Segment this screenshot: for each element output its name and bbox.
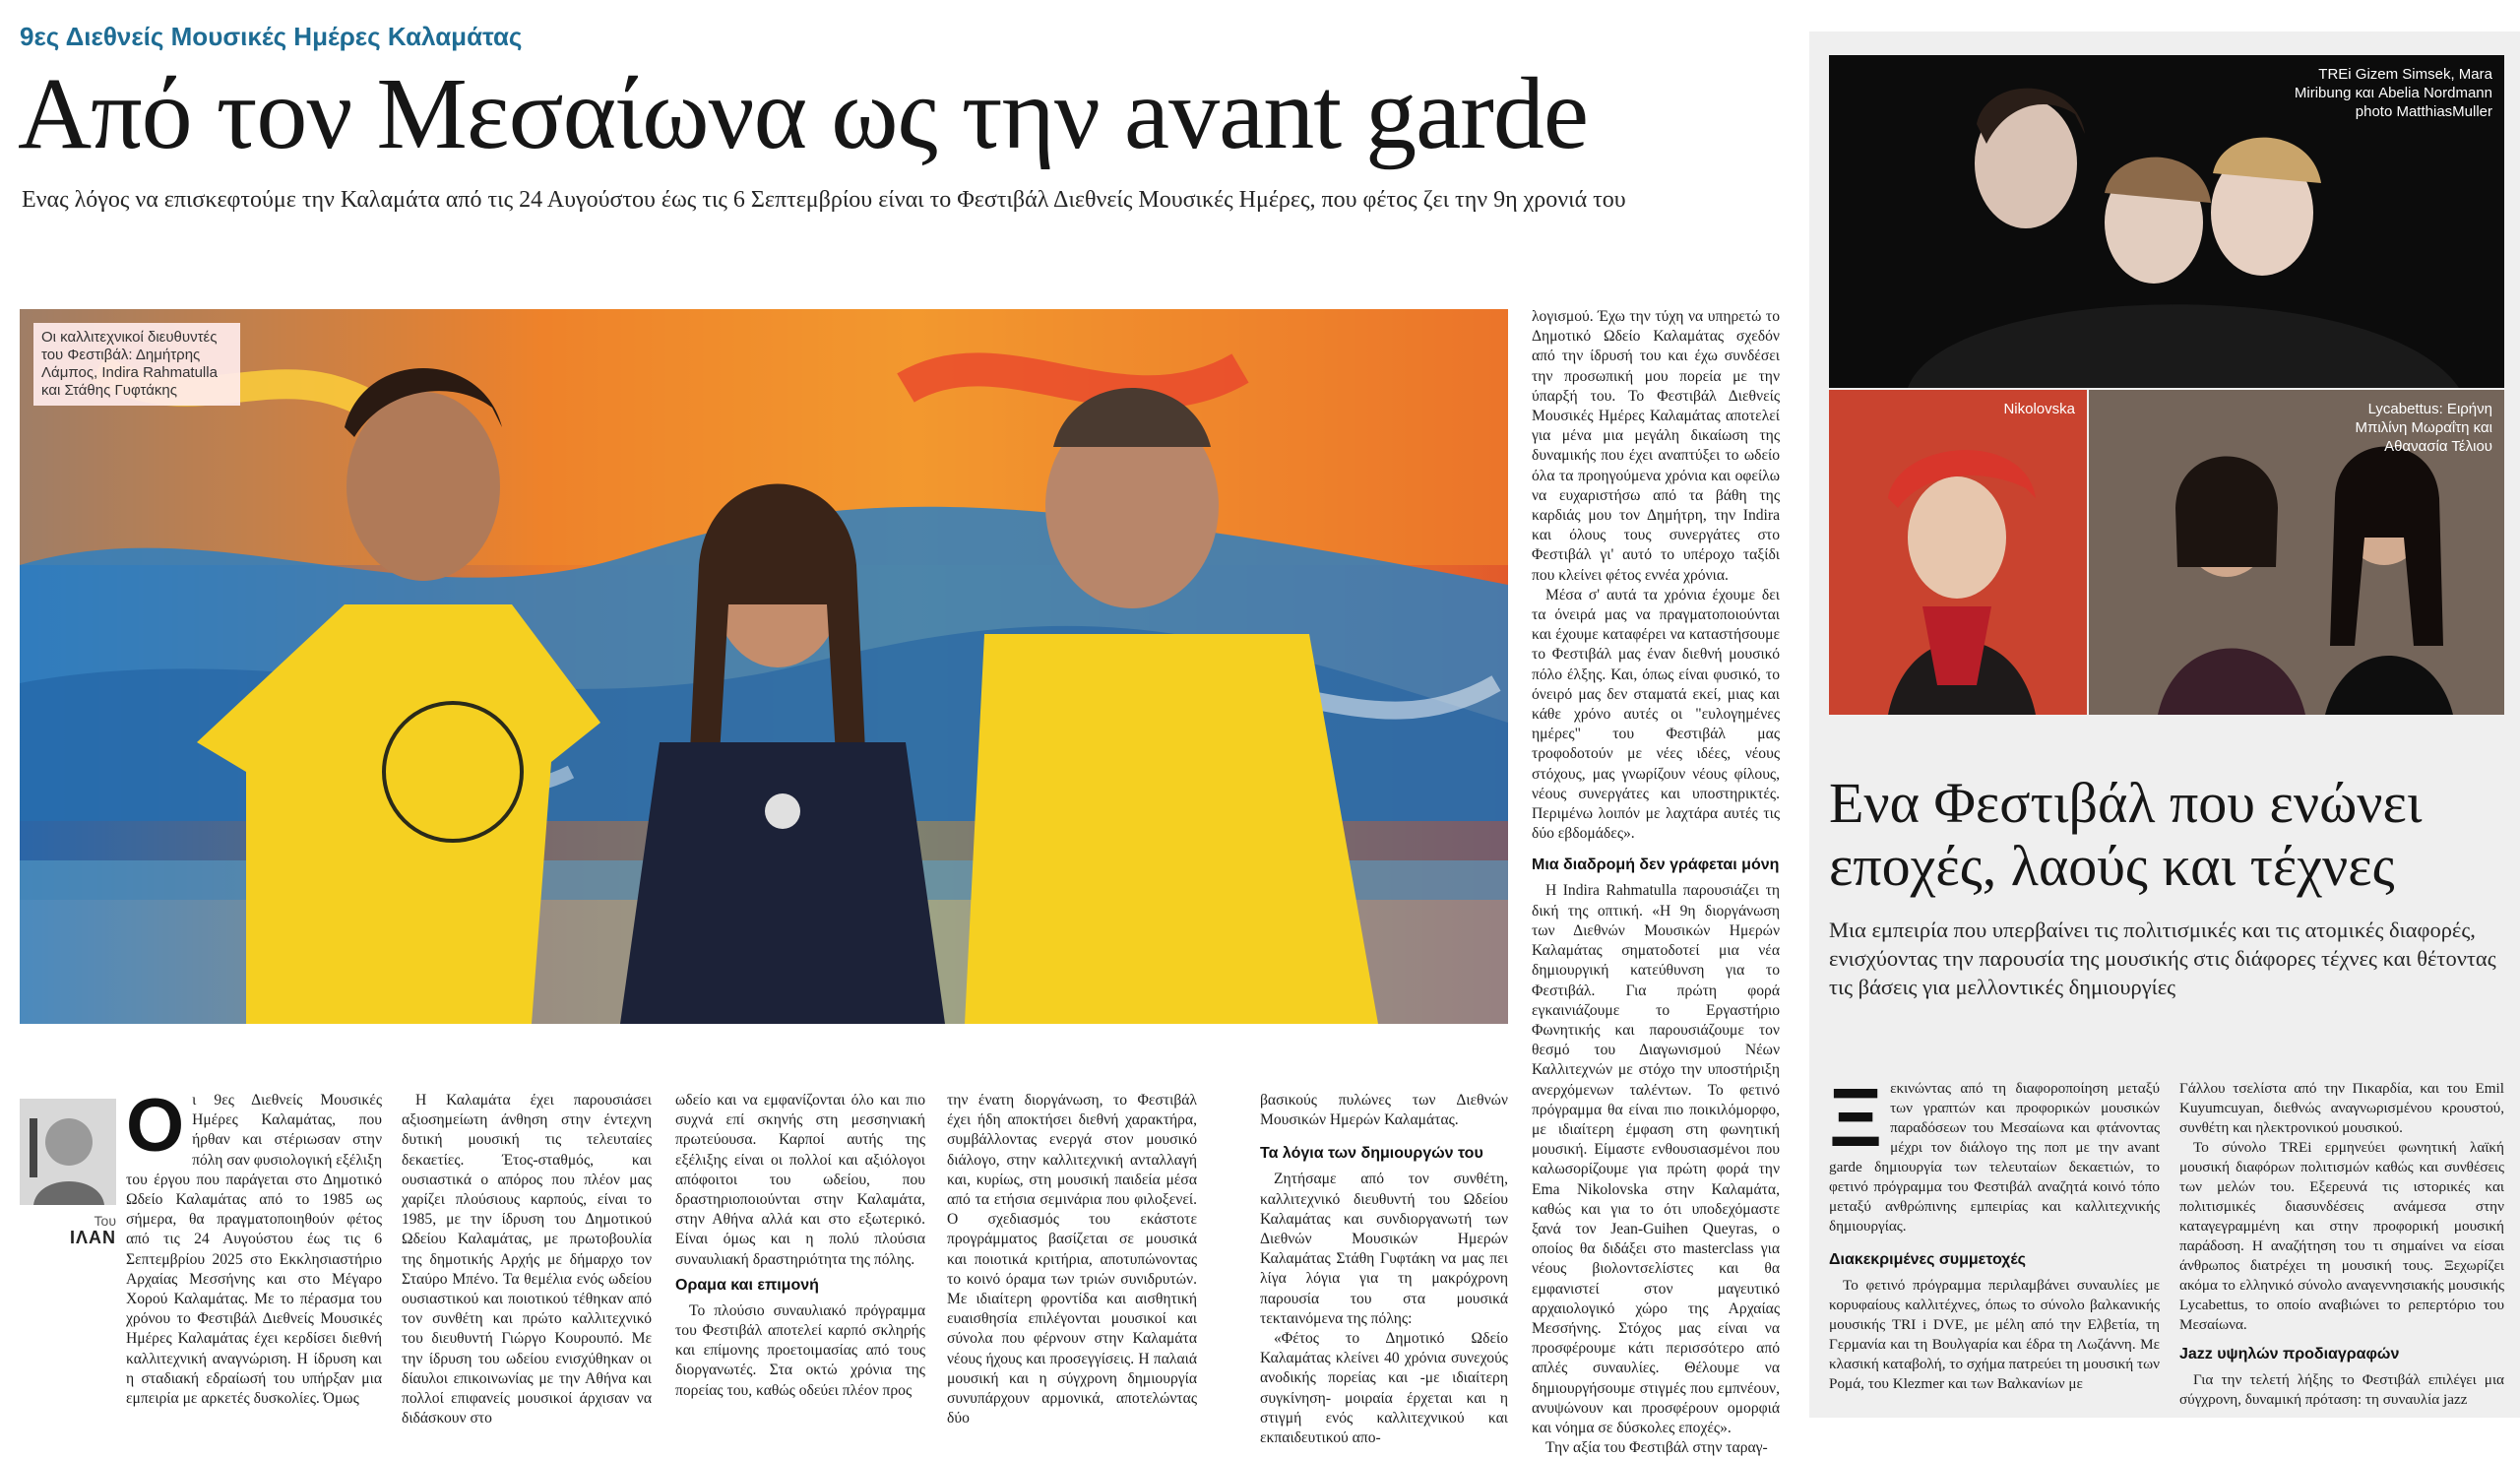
sidebar-paragraph: Γάλλου τσελίστα από την Πικαρδία, και του Emil Kuyumcuyan, διεθνώς αναγνωρισμένου κρουστού, συνθέτη και ηλεκτρονικού μουσικού. [2179, 1080, 2504, 1136]
hero-photo [20, 309, 1508, 1024]
article-paragraph: Ζητήσαμε από τον συνθέτη, καλλιτεχνικό διευθυντή του Ωδείου Καλαμάτας και συνδιοργανωτή των Διεθνών Μουσικών Ημερών Καλαμάτας Στάθη Γυφτάκη να μας πει λίγα λόγια για τη μακρόχρονη παρουσία του στα μουσικά τεκταινόμενα της πόλης: [1260, 1171, 1508, 1327]
sidebar-photo-trei-caption: TREi Gizem Simsek, Mara Miribung και Abelia Nordmann photo MatthiasMuller [2294, 66, 2492, 120]
article-paragraph: Οι 9ες Διεθνείς Μουσικές Ημέρες Καλαμάτας, που ήρθαν και στέριωσαν στην πόλη σαν φυσιολογική εξέλιξη του έργου που παράγεται στο Δημοτικό Ωδείο Καλαμάτας από το 1985 ως σήμερα, θα πραγματοποιηθούν φέτος από τις 24 Αυγούστου έως τις 6 Σεπτεμβρίου 2025 στο Εκκλησιαστήριο Αρχαίας Μεσσήνης και στο Μέγαρο Χορού Καλαμάτας. Με το πέρασμα του χρόνου το Φεστιβάλ Διεθνείς Μουσικές Ημέρες Καλαμάτας έχει κερδίσει διεθνή καλλιτεχνική αναγνώριση. Η ίδρυση και η σταδιακή εδραίωσή του υπήρξαν μια εμπειρία με αρκετές δυσκολίες. Όμως [126, 1084, 382, 1408]
article-column-4 [947, 1091, 1197, 1427]
article-standfirst: Ενας λόγος να επισκεφτούμε την Καλαμάτα από τις 24 Αυγούστου έως τις 6 Σεπτεμβρίου είναι το Φεστιβάλ Διεθνείς Μουσικές Ημέρες, που φέτος ζει την 9η χρονιά του [22, 187, 1626, 213]
section-kicker: 9ες Διεθνείς Μουσικές Ημέρες Καλαμάτας [20, 22, 523, 51]
sidebar-paragraph: Το φετινό πρόγραμμα περιλαμβάνει συναυλίες με κορυφαίους καλλιτέχνες, όπως το σύνολο βαλκανικής μουσικής TRI i DVE, με μέλη από την Ελβετία, τη Γερμανία και τη Βουλγαρία και έδρα τη Λωζάννη. Με κλασική καταβολή, το σχήμα πατρεύει τη μουσική των Ρομά, του Klezmer και των Βαλκανίων με [1829, 1277, 2160, 1392]
article-paragraph: ωδείο και να εμφανίζονται όλο και πιο συχνά επί σκηνής στη μεσσηνιακή πρωτεύουσα. Καρποί αυτής της εξέλιξης είναι οι πολλοί και αξιόλογοι απόφοιτοι του ωδείου, που δραστηριοποιούνται στην Καλαμάτα, στην Αθήνα αλλά και στο εξωτερικό. Είναι όμως και η πολύ πλούσια συναυλιακή δραστηριότητα της πόλης. [675, 1092, 925, 1268]
article-paragraph: Η Καλαμάτα έχει παρουσιάσει αξιοσημείωτη άνθηση στην έντεχνη δυτική μουσική τις τελευταίες δεκαετίες. Έτος-σταθμός, και ουσιαστικά ο απόρος που πλέον μας χαρίζει πλούσιους καρπούς, είναι το 1985, με την ίδρυση του Δημοτικού Ωδείου Καλαμάτας, με πρωτοβουλία της δημοτικής Αρχής με δήμαρχο τον Σταύρο Μπένο. Τα θεμέλια ενός ωδείου ουσιαστικού και ποιοτικού τέθηκαν από τον συνθέτη και πρώτο καλλιτεχνικό του διευθυντή Γιώργο Κουρουπό. Με την ίδρυση του ωδείου ενισχύθηκαν οι δίαυλοι επικοινωνίας με την Αθήνα και πολλοί επιφανείς μουσικοί άρχισαν να διδάσκουν στο [402, 1092, 652, 1427]
article-paragraph: βασικούς πυλώνες των Διεθνών Μουσικών Ημερών Καλαμάτας. [1260, 1092, 1508, 1129]
article-dropcap: Ο [126, 1084, 185, 1168]
article-paragraph: Μέσα σ' αυτά τα χρόνια έχουμε δει τα όνειρά μας να πραγματοποιούνται και έχουμε καταφέρει να καταστήσουμε το Φεστιβάλ μας έναν διεθνή μουσικό πόλο έλξης. Και, όπως είναι φυσικό, το όνειρό μας δεν σταματά εκεί, μιας και κάθε χρόνο αυτές οι "ευλογημένες ημέρες" του Φεστιβάλ μας τροφοδοτούν με νέες ιδέες, νέους στόχους, μας γνωρίζουν νέους φίλους, νέους συνεργάτες και υποστηρικτές. Περιμένω λοιπόν με λαχτάρα αυτές τις δύο εβδομάδες». [1532, 586, 1780, 843]
article-headline: Από τον Μεσαίωνα ως την avant garde [18, 57, 1589, 170]
sidebar-photo-lycabettus [2089, 390, 2504, 715]
article-column-3 [675, 1091, 925, 1418]
author-avatar [20, 1099, 116, 1205]
sidebar-column-1 [1829, 1071, 2160, 1418]
sidebar-paragraph: Ξεκινώντας από τη διαφοροποίηση μεταξύ των γραπτών και προφορικών μουσικών παραδόσεων του Μεσαίωνα και φτάνοντας μέχρι τον διάλογο της ποπ με την avant garde δημιουργία των τελευταίων δεκαετιών, το φετινό πρόγραμμα του Φεστιβάλ αναζητά κοινό τόπο μεταξύ ανθρώπινης εμπειρίας και καλλιτεχνικής δημιουργίας. [1829, 1071, 2160, 1235]
article-column-6 [1532, 307, 1780, 1457]
article-subheading: Οραμα και επιμονή [675, 1276, 819, 1294]
article-paragraph: την ένατη διοργάνωση, το Φεστιβάλ έχει ήδη αποκτήσει διεθνή χαρακτήρα, συμβάλλοντας ενεργά στον μουσικό διάλογο, στην καλλιτεχνική ανταλλαγή και, κυρίως, στη μουσική παιδεία μέσα από τα ετήσια σεμινάρια που φιλοξενεί. Ο σχεδιασμός του εκάστοτε προγράμματος βασίζεται σε μουσικά και ποιοτικά κριτήρια, αποτυπώνοντας το κοινό όραμα των τριών συνιδρυτών. Με ιδιαίτερη φροντίδα και αισθητική ευαισθησία επιλέγονται μουσικοί και σύνολα που φέρνουν στην Καλαμάτα νέους ήχους και προσεγγίσεις. Η παλαιά μουσική και η σύγχρονη δημιουργία συνυπάρχουν αρμονικά, αποτελώντας δύο [947, 1092, 1197, 1427]
sidebar-photo-nikolovska-caption: Nikolovska [2003, 401, 2075, 417]
article-paragraph: Το πλούσιο συναυλιακό πρόγραμμα του Φεστιβάλ αποτελεί καρπό σκληρής και επίμονης προετοιμασίας από τους διοργανωτές. Στα οκτώ χρόνια της πορείας του, καθώς οδεύει πλέον προς [675, 1301, 925, 1399]
sidebar-standfirst: Μια εμπειρία που υπερβαίνει τις πολιτισμικές και τις ατομικές διαφορές, ενισχύοντας την παρουσία της μουσικής στις διάφορες τέχνες και θέτοντας τις βάσεις για μελλοντικές δημιουργίες [1829, 918, 2496, 999]
sidebar-photo-nikolovska [1829, 390, 2087, 715]
sidebar-photo-lycabettus-caption: Lycabettus: Ειρήνη Μπιλίνη Μωραΐτη και Αθανασία Τέλιου [2355, 401, 2492, 455]
sidebar-headline: Ενα Φεστιβάλ που ενώνει εποχές, λαούς και τέχνες [1829, 771, 2423, 898]
sidebar-paragraph: Για την τελετή λήξης το Φεστιβάλ επιλέγει μια σύγχρονη, δυναμική πρόταση: τη συναυλία jazz [2179, 1371, 2504, 1408]
sidebar-column-2 [2179, 1079, 2504, 1418]
article-subheading: Τα λόγια των δημιουργών του [1260, 1145, 1483, 1163]
article-paragraph: λογισμού. Έχω την τύχη να υπηρετώ το Δημοτικό Ωδείο Καλαμάτας σχεδόν από την ίδρυσή του και έχω συνδέσει την προσωπική μου πορεία με την ύπαρξή του. Το Φεστιβάλ Διεθνείς Μουσικές Ημέρες Καλαμάτας αποτελεί για μένα μια μεγάλη δικαίωση της δυναμικής που έχει αναπτύξει το ωδείο όλα τα προηγούμενα χρόνια και οφείλω να ευχαριστήσω από τα βάθη της καρδιάς μου τον Δημήτρη, την Indira και όλους τους συνεργάτες στο Φεστιβάλ γι' αυτό το υπέροχο ταξίδι που κλείνει φέτος εννέα χρόνια. [1532, 308, 1780, 584]
author-byline [20, 1213, 116, 1246]
sidebar-paragraph: Το σύνολο TREi ερμηνεύει φωνητική λαϊκή μουσική διαφόρων πολιτισμών καθώς και συνθέσεις των μελών του. Εξερευνά τις ιστορικές και πολιτισμικές διασυνδέσεις ανάμεσα στην καταγεγραμμένη και στην προφορική μουσική παράδοση. Η αναζήτηση του τι σημαίνει να είσαι άνθρωπος διατρέχει τη μουσική τους. Ξεχωρίζει ακόμα το ελληνικό σύνολο αναγεννησιακής μουσικής Lycabettus, το οποίο αναβιώνει το ρεπερτόριο του Μεσαίωνα. [2179, 1139, 2504, 1333]
article-paragraph: «Φέτος το Δημοτικό Ωδείο Καλαμάτας κλείνει 40 χρόνια συνεχούς ανοδικής πορείας και -με ιδιαίτερη συγκίνηση- μοιραία έρχεται και η στιγμή ενός καλλιτεχνικού και εκπαιδευτικού απο- [1260, 1330, 1508, 1447]
article-column-5 [1260, 1091, 1508, 1447]
sidebar-subheading: Διακεκριμένες συμμετοχές [1829, 1251, 2026, 1268]
article-column-2 [402, 1091, 652, 1427]
sidebar-dropcap: Ξ [1829, 1071, 1883, 1164]
article-subheading: Μια διαδρομή δεν γράφεται μόνη [1532, 856, 1780, 874]
sidebar-subheading: Jazz υψηλών προδιαγραφών [2179, 1346, 2400, 1363]
sidebar-photo-trei [1829, 55, 2504, 388]
hero-photo-illustration [20, 309, 1508, 1024]
author-prefix: Του [94, 1213, 116, 1229]
author-name: ΙΛΑΝ [69, 1228, 116, 1247]
article-paragraph: Την αξία του Φεστιβάλ στην ταραγ- [1545, 1439, 1768, 1457]
article-paragraph: Η Indira Rahmatulla παρουσιάζει τη δική της οπτική. «Η 9η διοργάνωση των Διεθνών Μουσικών Ημερών Καλαμάτας σηματοδοτεί μια νέα δημιουργική κατεύθυνση για το Φεστιβάλ. Για πρώτη φορά εγκαινιάζουμε το Εργαστήριο Φωνητικής και παρουσιάζουμε τον θεσμό του Διαγωνισμού Νέων Καλλιτεχνών με στόχο την υποστήριξη ανερχόμενων ταλέντων. Το φετινό πρόγραμμα θα είναι πιο ποικιλόμορφο, με ιδιαίτερη έμφαση στη φωνητική μουσική. Είμαστε ενθουσιασμένοι που καλωσορίζουμε για πρώτη φορά την Ema Nikolovska στην Καλαμάτα, καθώς και για το ότι υποδεχόμαστε ξανά τον Jean-Guihen Queyras, ο οποίος θα διδάξει στο masterclass για νέους βιολοντσελίστες και θα εμφανιστεί στον μαγευτικό αρχαιολογικό χώρο της Αρχαίας Μεσσήνης. Στόχος μας είναι να προσφέρουμε κάτι περισσότερο από απλές συναυλίες. Θέλουμε να δημιουργήσουμε στιγμές που εμπνέουν, ανυψώνουν και προσφέρουν ομορφιά και νόημα σε δύσκολες εποχές». [1532, 882, 1780, 1436]
hero-photo-caption: Οι καλλιτεχνικοί διευθυντές του Φεστιβάλ: Δημήτρης Λάμπος, Indira Rahmatulla και Στάθης Γυφτάκης [33, 323, 240, 406]
article-column-1 [126, 1084, 382, 1418]
